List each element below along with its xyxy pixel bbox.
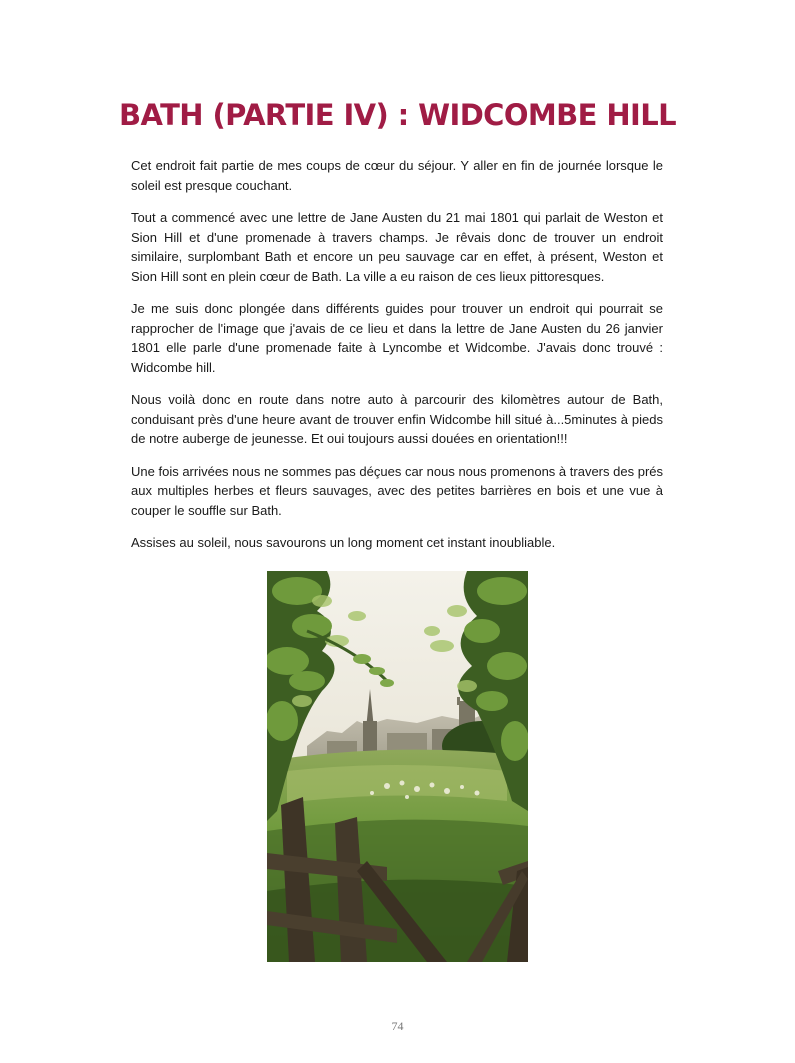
page-title: BATH (PARTIE IV) : WIDCOMBE HILL [119, 98, 676, 132]
paragraph-5: Une fois arrivées nous ne sommes pas déçues car nous nous promenons à travers des prés aux multiples herbes et fleurs sauvages, avec des petites barrières en bois et une vue à couper le souffle sur Bath. [131, 463, 663, 518]
paragraph-2: Tout a commencé avec une lettre de Jane Austen du 21 mai 1801 qui parlait de Weston et Sion Hill et d'une promenade à travers champs. Je rêvais donc de trouver un endroit similaire, surplombant Bath et encore un peu sauvage car en effet, à présent, Weston et Sion Hill sont en plein cœur de Bath. La ville a eu raison de ces lieux pittoresques. [131, 210, 663, 284]
page-number: 74 [391, 1019, 404, 1033]
paragraph-1: Cet endroit fait partie de mes coups de cœur du séjour. Y aller en fin de journée lorsque le soleil est presque couchant. [131, 158, 663, 193]
photo-illustration [267, 571, 528, 962]
article-body [131, 156, 663, 566]
paragraph-6: Assises au soleil, nous savourons un long moment cet instant inoubliable. [131, 535, 556, 550]
paragraph-3: Je me suis donc plongée dans différents guides pour trouver un endroit qui pourrait se rapprocher de l'image que j'avais de ce lieu et dans la lettre de Jane Austen du 26 janvier 1801 elle parle d'une promenade faite à Lyncombe et Widcombe. J'avais donc trouvé : Widcombe hill. [131, 301, 663, 375]
widcombe-hill-photo [267, 571, 528, 962]
paragraph-4: Nous voilà donc en route dans notre auto à parcourir des kilomètres autour de Bath, conduisant près d'une heure avant de trouver enfin Widcombe hill situé à...5minutes à pieds de notre auberge de jeunesse. Et oui toujours aussi douées en orientation!!! [131, 392, 663, 446]
